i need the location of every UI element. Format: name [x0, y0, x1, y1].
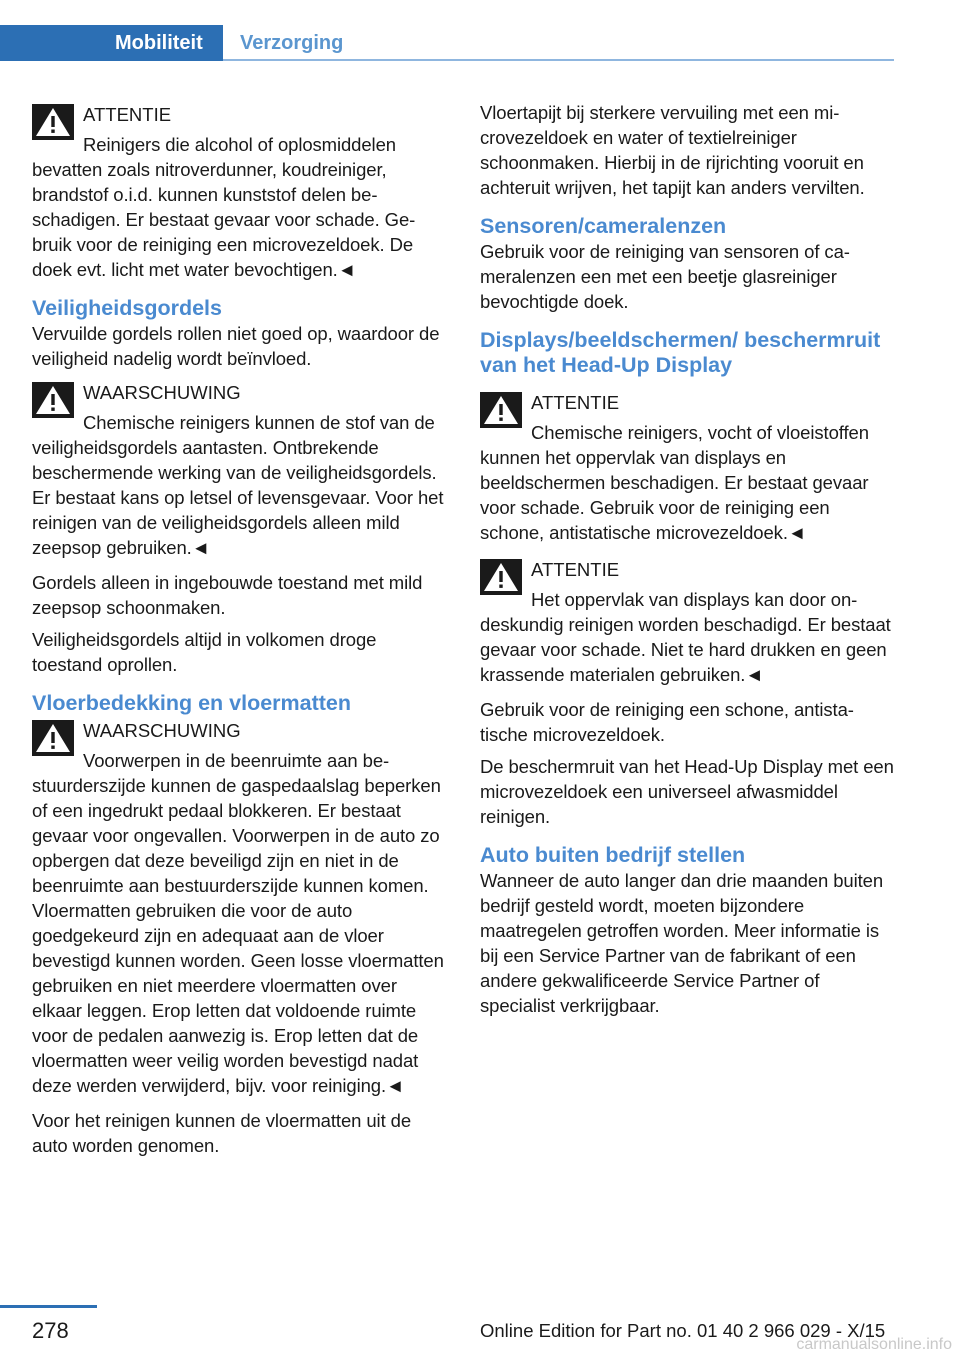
heading-sensors: Sensoren/cameralenzen: [480, 214, 727, 238]
header-tabbar: [0, 25, 894, 61]
paragraph-storage: Wanneer de auto langer dan drie maanden buiten bedrijf gesteld wordt, moeten bijzondere maatregelen getroffen worden. Meer informatie is bij een Service Partner van de fabrikant of een andere gekwalificeerde Service Partner of specialist verkrijgbaar.: [480, 870, 884, 1016]
footer-rule: [0, 1305, 97, 1308]
paragraph-seatbelts-2: Veiligheidsgordels altijd in volkomen droge toestand oprollen.: [32, 629, 377, 675]
left-column: [32, 100, 447, 1165]
notice-attention: [480, 388, 895, 545]
warning-triangle-icon: [480, 559, 522, 595]
paragraph-seatbelts-1: Gordels alleen in ingebouwde toestand met mild zeepsop schoonmaken.: [32, 572, 423, 618]
footer-edition: Online Edition for Part no. 01 40 2 966 029 - X/15: [480, 1320, 886, 1341]
heading-seatbelts: Veiligheidsgordels: [32, 296, 222, 320]
notice-label: WAARSCHUWING: [83, 382, 241, 403]
paragraph-seatbelts-intro: Vervuilde gordels rollen niet goed op, waardoor de veiligheid nadelig wordt beïnvloed.: [32, 323, 440, 369]
notice-attention: [480, 555, 895, 687]
paragraph-floor-2: Vloertapijt bij sterkere vervuiling met een microvezeldoek en water of textielreiniger schoonmaken. Hierbij in de rijrichting vooruit en achteruit wrijven, het tapijt kan anders vervilten.: [480, 102, 865, 198]
warning-triangle-icon: [32, 104, 74, 140]
heading-storage: Auto buiten bedrijf stellen: [480, 843, 746, 867]
warning-triangle-icon: [32, 382, 74, 418]
tab-mobiliteit[interactable]: Mobiliteit: [0, 25, 223, 61]
warning-triangle-icon: [32, 720, 74, 756]
paragraph-displays-2: De beschermruit van het Head-Up Display met een microvezeldoek een universeel afwasmiddel reinigen.: [480, 756, 894, 827]
header-divider: [223, 59, 894, 61]
notice-text: Reinigers die alcohol of oplosmiddelen bevatten zoals nitroverdunner, koudreiniger, brandstof o.i.d. kunnen kunststof delen beschadigen. Er bestaat gevaar voor schade. Gebruik voor de reiniging een microvezeldoek. De doek evt. licht met water bevochtigen.◄: [32, 134, 416, 280]
notice-attention: [32, 100, 447, 282]
notice-label: ATTENTIE: [531, 559, 620, 580]
notice-label: WAARSCHUWING: [83, 720, 241, 741]
notice-text: Chemische reinigers kunnen de stof van de veiligheidsgordels aantasten. Ontbrekende beschermende werking van de veiligheidsgordels. Er bestaat kans op letsel of levensgevaar. Voor het reinigen van de veiligheidsgordels alleen mild zeepsop gebruiken.◄: [32, 412, 444, 558]
notice-label: ATTENTIE: [83, 104, 172, 125]
notice-text: Voorwerpen in de beenruimte aan bestuurderszijde kunnen de gaspedaalslag beperken of een ingedrukt pedaal blokkeren. Er bestaat gevaar voor ongevallen. Voorwerpen in de auto zo opbergen dat deze beveiligd zijn en niet in de beenruimte aan bestuurderszijde kunnen komen. Vloermatten gebruiken die voor de auto goedgekeurd zijn en adequaat aan de vloer bevestigd kunnen worden. Geen losse vloermatten gebruiken en niet meerdere vloermatten over elkaar leggen. Erop letten dat voldoende ruimte voor de pedalen aanwezig is. Erop letten dat de vloermatten weer veilig worden bevestigd nadat deze werden verwijderd, bijv. voor reiniging.◄: [32, 750, 444, 1096]
paragraph-sensors: Gebruik voor de reiniging van sensoren of cameralenzen een met een beetje glasreiniger bevochtigde doek.: [480, 241, 850, 312]
right-column: [480, 100, 895, 1025]
notice-warning: [32, 378, 447, 560]
watermark: carmanualsonline.info: [796, 1336, 952, 1353]
paragraph-floor-1: Voor het reinigen kunnen de vloermatten uit de auto worden genomen.: [32, 1110, 412, 1156]
page-number: 278: [32, 1318, 69, 1343]
tab-verzorging[interactable]: Verzorging: [240, 32, 344, 54]
paragraph-displays-1: Gebruik voor de reiniging een schone, antistatische microvezeldoek.: [480, 699, 854, 745]
warning-triangle-icon: [480, 392, 522, 428]
notice-text: Chemische reinigers, vocht of vloeistoffen kunnen het oppervlak van displays en beeldschermen beschadigen. Er bestaat gevaar voor schade. Gebruik voor de reiniging een schone, antistatische microvezeldoek.◄: [480, 422, 869, 543]
notice-warning: [32, 716, 447, 1098]
notice-text: Het oppervlak van displays kan door ondeskundig reinigen worden beschadigd. Er bestaat gevaar voor schade. Niet te hard drukken en geen krassende materialen gebruiken.◄: [480, 589, 891, 685]
heading-displays: Displays/beeldschermen/ beschermruit van het Head-Up Display: [480, 328, 881, 377]
heading-floor: Vloerbedekking en vloermatten: [32, 691, 352, 715]
notice-label: ATTENTIE: [531, 392, 620, 413]
